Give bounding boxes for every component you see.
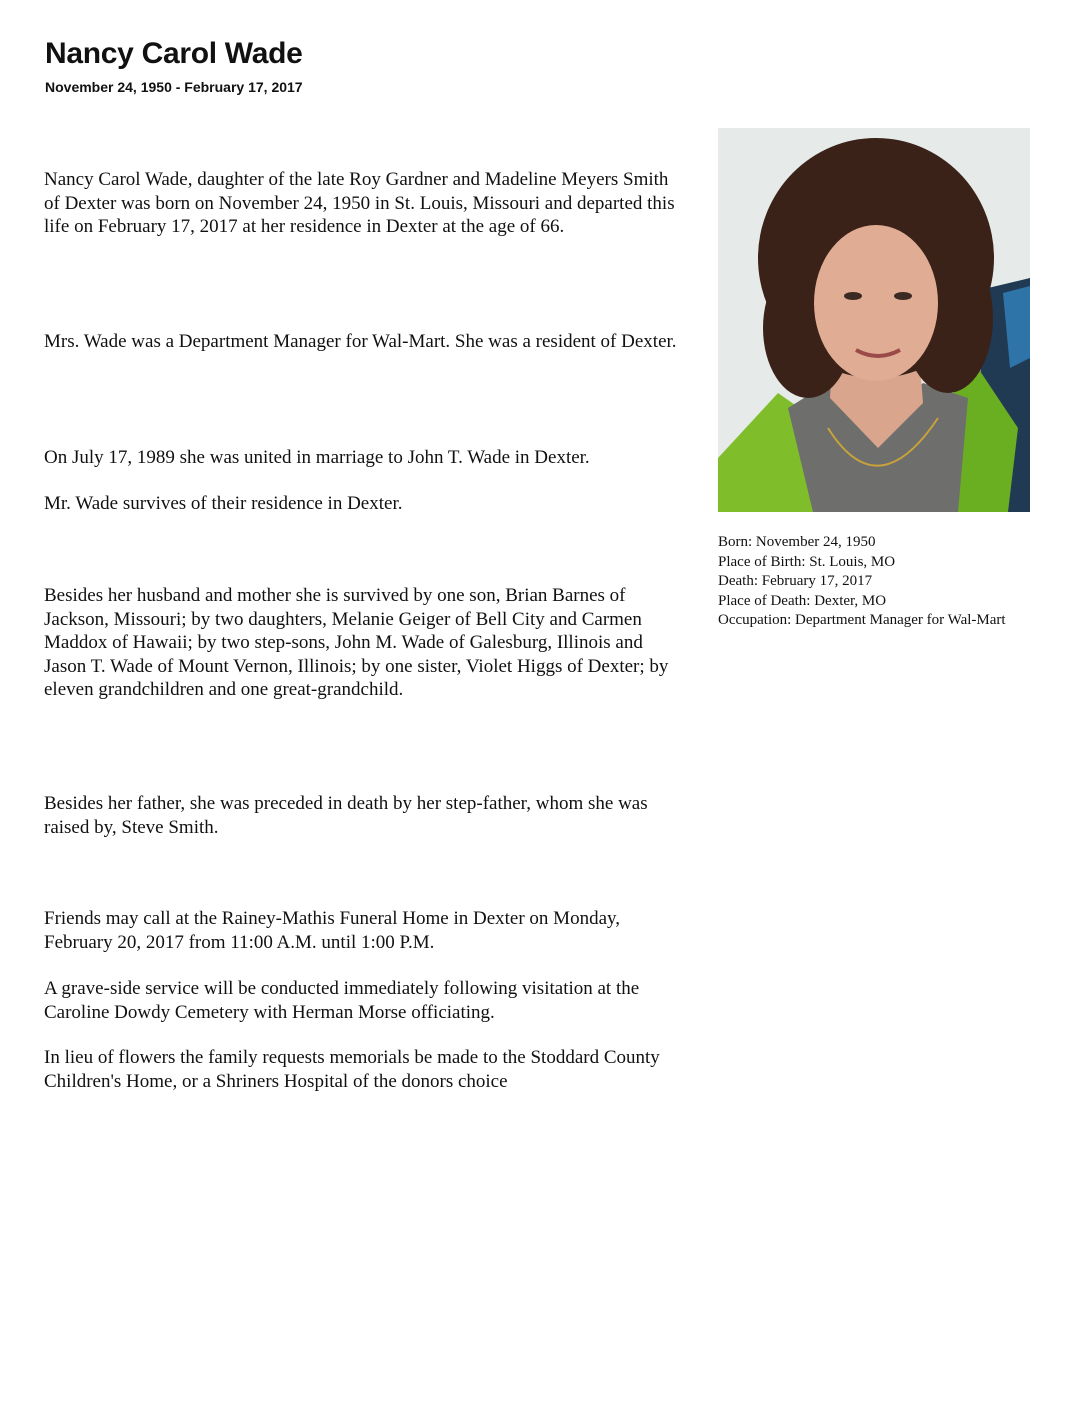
paragraph-occupation: Mrs. Wade was a Department Manager for Wal-Mart. She was a resident of Dexter. xyxy=(44,331,677,352)
paragraph-birth: Nancy Carol Wade, daughter of the late Roy Gardner and Madeline Meyers Smith of Dexter was born on November 24, 1950 in St. Louis, Missouri and departed this life on February 17, 2017 at her residence in Dexter at the age of 66. xyxy=(44,169,675,237)
portrait-photo xyxy=(718,128,1030,512)
paragraph-survivors: Besides her husband and mother she is survived by one son, Brian Barnes of Jackson, Missouri; by two daughters, Melanie Geiger of Bell City and Carmen Maddox of Hawaii; by two step-sons, John M. Wade of Galesburg, Illinois and Jason T. Wade of Mount Vernon, Illinois; by one sister, Violet Higgs of Dexter; by eleven grandchildren and one great-grandchild. xyxy=(44,585,669,700)
obituary-name: Nancy Carol Wade xyxy=(45,37,303,70)
life-dates: November 24, 1950 - February 17, 2017 xyxy=(45,79,303,95)
occupation-fact: Occupation: Department Manager for Wal-Mart xyxy=(718,612,1006,628)
place-of-birth-fact: Place of Birth: St. Louis, MO xyxy=(718,553,896,570)
paragraph-memorials: In lieu of flowers the family requests memorials be made to the Stoddard County Children's Home, or a Shriners Hospital of the donors choice xyxy=(44,1047,660,1092)
paragraph-marriage: On July 17, 1989 she was united in marriage to John T. Wade in Dexter. xyxy=(44,447,590,468)
paragraph-service: A grave-side service will be conducted immediately following visitation at the Caroline Dowdy Cemetery with Herman Morse officiating. xyxy=(44,978,640,1023)
vital-facts xyxy=(718,533,1018,631)
born-fact: Born: November 24, 1950 xyxy=(718,534,876,550)
place-of-death-fact: Place of Death: Dexter, MO xyxy=(718,592,887,609)
paragraph-visitation: Friends may call at the Rainey-Mathis Funeral Home in Dexter on Monday, February 20, 2017 from 11:00 A.M. until 1:00 P.M. xyxy=(44,908,621,953)
paragraph-husband: Mr. Wade survives of their residence in Dexter. xyxy=(44,493,403,514)
paragraph-preceded: Besides her father, she was preceded in death by her step-father, whom she was raised by, Steve Smith. xyxy=(44,793,648,838)
death-fact: Death: February 17, 2017 xyxy=(718,573,873,589)
